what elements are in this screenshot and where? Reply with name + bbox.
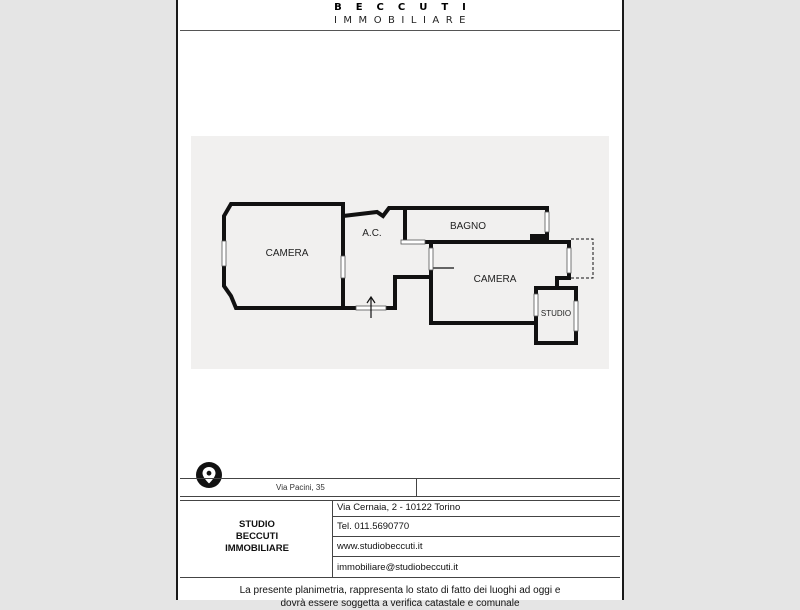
window-studio-left <box>534 294 538 316</box>
window-bedroom-right <box>341 256 345 278</box>
brand-name: BECCUTI <box>334 2 480 13</box>
balcony-outline <box>571 239 593 278</box>
contact-website[interactable]: www.studiobeccuti.it <box>337 541 423 552</box>
window-bathroom <box>545 212 549 232</box>
table-rule <box>416 478 417 496</box>
document-sheet <box>176 0 624 609</box>
contact-email[interactable]: immobiliare@studiobeccuti.it <box>337 562 459 573</box>
window-bedroom2 <box>429 248 433 270</box>
company-name-line: IMMOBILIARE <box>225 543 289 554</box>
company-name-line: BECCUTI <box>235 531 279 542</box>
window-corridor <box>401 240 425 244</box>
disclaimer <box>178 584 622 610</box>
wall-corridor <box>343 208 431 308</box>
floorplan-drawing <box>191 136 609 369</box>
room-label-bathroom: BAGNO <box>449 221 487 232</box>
company-name-line: STUDIO <box>239 519 275 530</box>
room-label-study: STUDIO <box>540 309 572 318</box>
bathroom-fixture <box>530 234 547 241</box>
contact-phone: Tel. 011.5690770 <box>337 521 410 532</box>
table-rule <box>332 500 333 577</box>
table-rule <box>180 577 620 578</box>
room-label-closet: A.C. <box>362 228 382 239</box>
table-rule <box>332 516 620 517</box>
map-pin-icon <box>196 462 222 488</box>
disclaimer-line: dovrà essere soggetta a verifica catastale e comunale <box>280 598 520 609</box>
header <box>178 0 622 30</box>
floorplan-area <box>191 136 609 369</box>
contact-address: Via Cernaia, 2 - 10122 Torino <box>337 502 461 513</box>
table-rule <box>332 536 620 537</box>
property-address: Via Pacini, 35 <box>276 483 325 492</box>
header-divider <box>180 30 620 31</box>
window-studio <box>574 301 578 331</box>
disclaimer-line: La presente planimetria, rappresenta lo stato di fatto dei luoghi ad oggi e <box>239 585 561 596</box>
brand-subtitle: IMMOBILIARE <box>333 15 472 26</box>
table-rule <box>332 556 620 557</box>
company-name <box>182 519 332 555</box>
table-rule <box>180 496 620 497</box>
table-rule <box>180 500 620 501</box>
table-rule <box>180 478 620 479</box>
window-balcony <box>567 248 571 273</box>
room-label-bedroom-2: CAMERA <box>473 274 517 285</box>
window-left <box>222 241 226 266</box>
room-label-bedroom: CAMERA <box>265 248 309 259</box>
